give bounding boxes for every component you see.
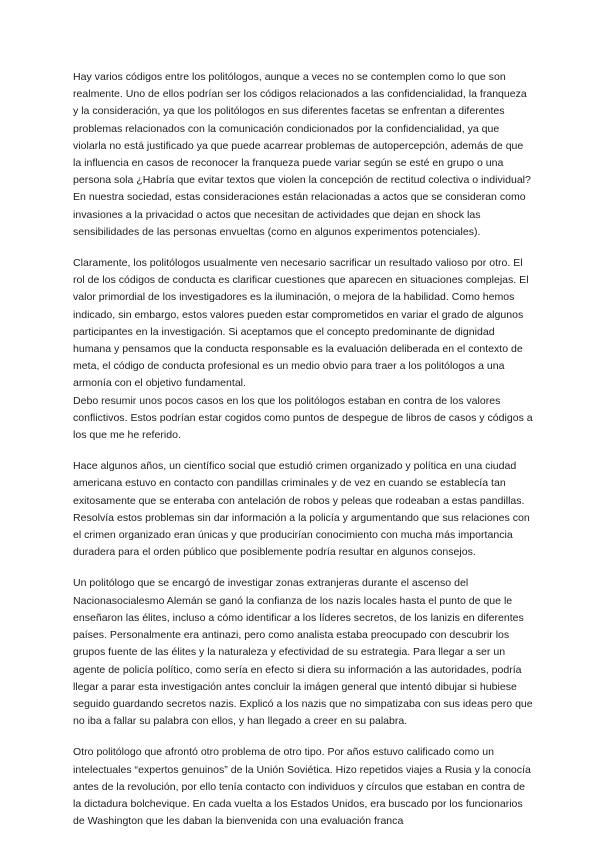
document-page <box>73 69 533 830</box>
paragraph-conduct-codes: Claramente, los politólogos usualmente ven necesario sacrificar un resultado valioso por otro. El rol de los códigos de conducta es clarificar cuestiones que aparecen en situaciones complejas. El valor primordial de los investigadores es la iluminación, o mejora de la habilidad. Como hemos indicado, sin embargo, estos valores pueden estar comprometidos en variar el grado de algunos participantes en la investigación. Si aceptamos que el concepto predominante de dignidad humana y pensamos que la conducta responsable es la evaluación deliberada en el contexto de meta, el código de conducta profesional es un medio obvio para traer a los politólogos a una armonía con el objetivo fundamental. <box>73 257 529 390</box>
paragraph-confidentiality: Hay varios códigos entre los politólogos, aunque a veces no se contemplen como lo que son realmente. Uno de ellos podrían ser los códigos relacionados a las confidencialidad, la franqueza y la consideración, ya que los politólogos en sus diferentes facetas se enfrentan a diferentes problemas relacionados con la comunicación condicionados por la confidencialidad, ya que violarla no está justificado ya que puede acarrear problemas de autopercepción, además de que la influencia en casos de reconocer la franqueza puede variar según se esté en grupo o una persona sola ¿Habría que evitar textos que violen la concepción de rectitud colectiva o individual? En nuestra sociedad, estas consideraciones están relacionadas a actos que se consideran como invasiones a la privacidad o actos que necesitan de actividades que dejan en shock las sensibilidades de las personas envueltas (como en algunos experimentos potenciales). <box>73 71 531 238</box>
paragraph-organized-crime-case: Hace algunos años, un científico social que estudió crimen organizado y política en una ciudad americana estuvo en contacto con pandillas criminales y de vez en cuando se establecía tan exitosamente que se enteraba con antelación de robos y peleas que rodeaban a estas pandillas. Resolvía estos problemas sin dar información a la policía y argumentando que sus relaciones con el crimen organizado eran únicas y que producirían conocimiento con mucha más importancia duradera para el orden público que posiblemente podría resultar en algunos consejos. <box>73 460 530 559</box>
paragraph-case-summary: Debo resumir unos pocos casos en los que los politólogos estaban en contra de los valores conflictivos. Estos podrían estar cogidos como puntos de despegue de libros de casos y códigos a los que me he referido. <box>73 394 533 442</box>
paragraph-soviet-case: Otro politólogo que afrontó otro problema de otro tipo. Por años estuvo calificado como un intelectuales “expertos genuinos” de la Unión Soviética. Hizo repetidos viajes a Rusia y la conocía antes de la revolución, por ello tenía contacto con individuos y círculos que estaban en contra de la dictadura bolchevique. En cada vuelta a los Estados Unidos, era buscado por los funcionarios de Washington que les daban la bienvenida con una evaluación franca <box>73 746 531 828</box>
paragraph-nazi-case: Un politólogo que se encargó de investigar zonas extranjeras durante el ascenso del Nacionasocialesmo Alemán se ganó la confianza de los nazis locales hasta el punto de que le enseñaron las élites, incluso a cómo identificar a los líderes secretos, de los lanizis en diferentes países. Personalmente era antinazi, pero como analista estaba preocupado con descubrir los grupos fuente de las élites y la naturaleza y efectividad de su estrategia. Para llegar a ser un agente de policía político, como sería en efecto si diera su información a las autoridades, podría llegar a parar esta investigación antes concluir la imágen general que intentó dibujar si hubiese seguido guardando secretos nazis. Explicó a los nazis que no simpatizaba con sus ideas pero que no iba a fallar su palabra con ellos, y han llegado a creer en su palabra. <box>73 577 533 728</box>
